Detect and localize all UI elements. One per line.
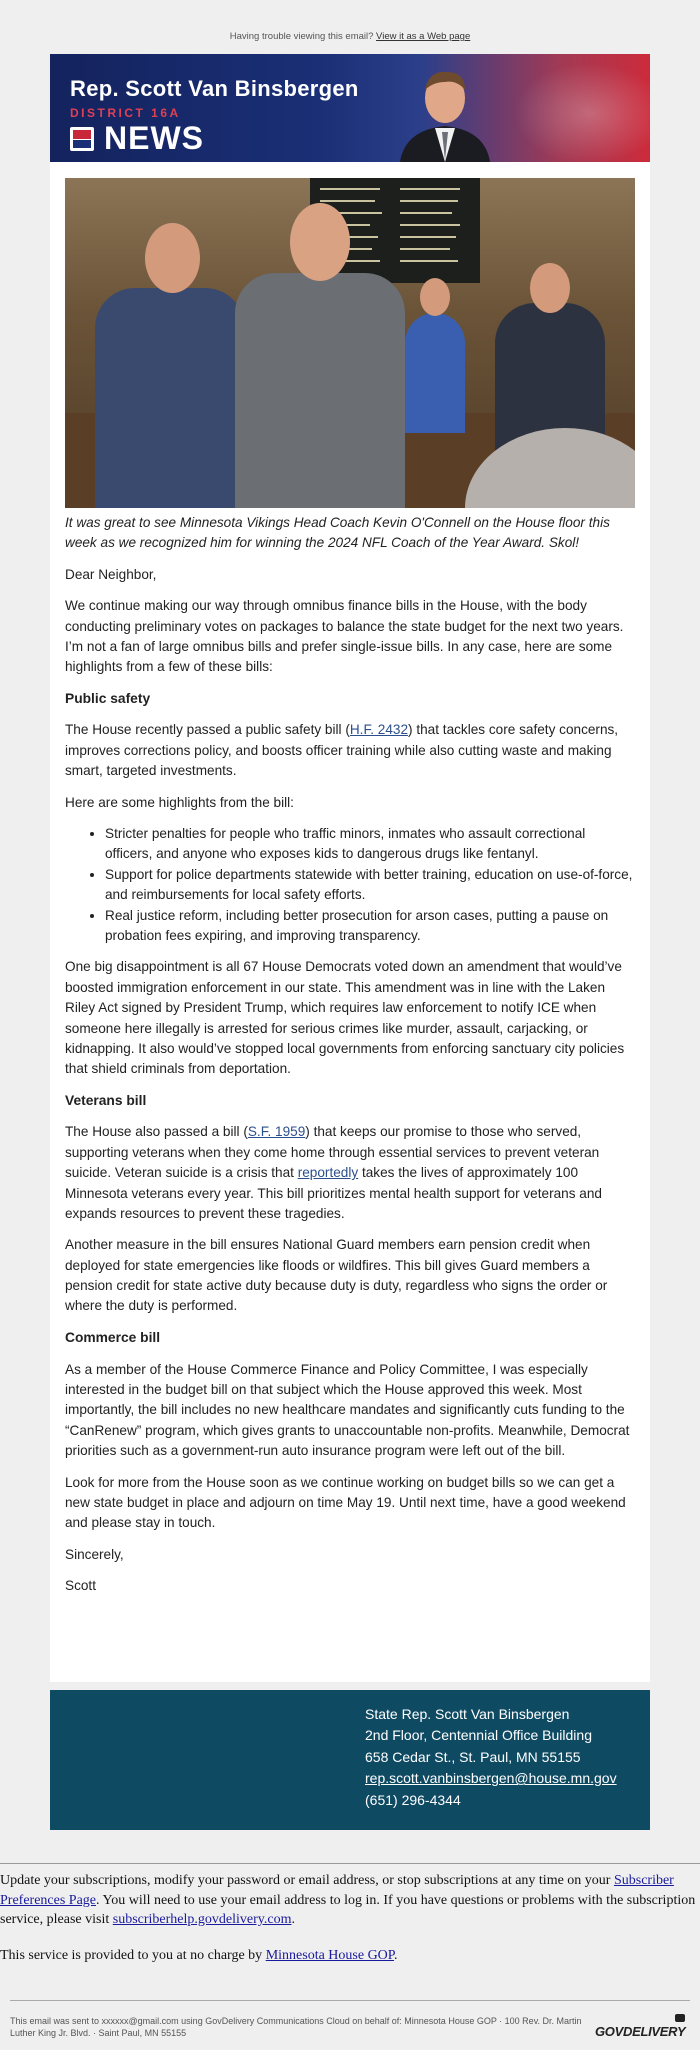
intro-paragraph: We continue making our way through omnibus finance bills in the House, with the body conducting preliminary votes on packages to balance the state budget for the next two years. I’m not a fan of large omnibus bills and prefer single-issue bills. In any case, here are some highlights from a few of these bills:	[65, 598, 624, 675]
article-content	[65, 513, 635, 1607]
hf-2432-link[interactable]: H.F. 2432	[349, 722, 409, 738]
list-item: • Stricter penalties for people who traffic minors, inmates who assault correctional officers, and anyone who exposes kids to dangerous drugs like fentanyl.	[105, 824, 635, 865]
veterans-paragraph: The House also passed a bill (S.F. 1959) that keeps our promise to those who served, supporting veterans when they come home through essential services to prevent veteran suicide. Veteran suicide is a crisis that reportedly takes the lives of approximately 100 Minnesota veterans every year. This bill prioritizes mental health support for veterans and expands resources to prevent these tragedies.	[65, 1124, 602, 1221]
greeting: Dear Neighbor,	[65, 566, 157, 582]
contact-building: 2nd Floor, Centennial Office Building	[365, 1727, 592, 1744]
subscriber-preferences-link[interactable]: Subscriber Preferences Page	[0, 1873, 674, 1908]
list-item: • Support for police departments statewide with better training, education on use-of-force, and reimbursements for local safety efforts.	[105, 865, 635, 906]
contact-email-link[interactable]: rep.scott.vanbinsbergen@house.mn.gov	[365, 1770, 617, 1787]
amendment-paragraph: One big disappointment is all 67 House Democrats voted down an amendment that would’ve boosted immigration enforcement in our state. This amendment was in line with the Laken Riley Act signed by President Trump, which requires law enforcement to notify ICE when someone here illegally is arrested for serious crimes like murder, assault, carjacking, or kidnapping. It also would’ve stopped local governments from enforcing sanctuary city policies that shield criminals from deportation.	[65, 959, 625, 1077]
view-web-page-link[interactable]: View it as a Web page	[376, 31, 471, 42]
commerce-heading: Commerce bill	[65, 1329, 161, 1345]
signature: Scott	[65, 1578, 96, 1594]
govdelivery-logo[interactable]: GOVDELIVERY	[595, 2024, 685, 2039]
subscriber-help-link[interactable]: subscriberhelp.govdelivery.com	[112, 1912, 292, 1928]
view-online-note	[0, 0, 700, 53]
person-left-head	[145, 223, 200, 293]
email-body	[50, 162, 650, 1682]
contact-street: 658 Cedar St., St. Paul, MN 55155	[365, 1748, 581, 1765]
divider	[0, 1863, 700, 1864]
view-online-text: Having trouble viewing this email?	[229, 31, 374, 42]
minnesota-house-gop-link[interactable]: Minnesota House GOP	[265, 1947, 395, 1963]
banner-news: NEWS	[104, 120, 204, 156]
representative-portrait	[395, 60, 495, 162]
person-center-suit	[235, 273, 405, 508]
commerce-paragraph: As a member of the House Commerce Finance and Policy Committee, I was especially interested in the budget bill on that subject which the House approved this week. Most importantly, the bill includes no new healthcare mandates and significantly cuts funding to the “CanRenew” program, which gives grants to unaccountable non-profits. Meanwhile, Democrat priorities such as a government-run auto insurance program were left out of the bill.	[65, 1361, 630, 1459]
subscription-notice	[0, 1871, 700, 1981]
public-safety-heading: Public safety	[65, 690, 151, 706]
sf-1959-link[interactable]: S.F. 1959	[247, 1124, 306, 1140]
capitol-dome-graphic	[500, 54, 650, 162]
banner-district: DISTRICT 16A	[70, 106, 181, 120]
legal-notice: This email was sent to xxxxxx@gmail.com using GovDelivery Communications Cloud on behalf of: Minnesota House GOP · 100 Rev. Dr. Martin Luther King Jr. Blvd. · Saint Paul, MN 55155	[10, 2016, 582, 2039]
public-safety-paragraph: The House recently passed a public safety bill (H.F. 2432) that tackles core safety concerns, improves corrections policy, and boosts officer training while also cutting waste and making smart, targeted investments.	[65, 722, 619, 779]
veterans-heading: Veterans bill	[65, 1092, 147, 1108]
signoff: Sincerely,	[65, 1546, 124, 1562]
contact-footer	[50, 1690, 650, 1830]
closing-paragraph: Look for more from the House soon as we continue working on budget bills so we can get a new state budget in place and adjourn on time May 19. Until next time, have a good weekend and please stay in touch.	[65, 1474, 626, 1531]
vikings-coach-photo	[65, 178, 635, 508]
reportedly-link[interactable]: reportedly	[297, 1165, 359, 1181]
newsletter-banner	[50, 54, 650, 162]
provided-by-paragraph: This service is provided to you at no charge by Minnesota House GOP.	[0, 1947, 398, 1963]
person-blue-head	[420, 278, 450, 316]
contact-phone: (651) 296-4344	[365, 1791, 461, 1808]
list-item: • Real justice reform, including better prosecution for arson cases, putting a pause on probation fees expiring, and improving transparency.	[105, 906, 635, 947]
contact-name: State Rep. Scott Van Binsbergen	[365, 1706, 570, 1722]
banner-name: Rep. Scott Van Binsbergen	[70, 76, 359, 101]
person-right-head	[530, 263, 570, 313]
public-safety-highlights	[65, 824, 635, 946]
person-blue-dress	[405, 313, 465, 433]
highlights-intro: Here are some highlights from the bill:	[65, 794, 294, 810]
subscription-paragraph: Update your subscriptions, modify your password or email address, or stop subscriptions at any time on your Subscriber Preferences Page. You will need to use your email address to log in. If you have questions or problems with the subscription service, please visit subscriberhelp.govdelivery.com.	[0, 1873, 696, 1928]
chat-bubble-icon	[675, 2014, 685, 2022]
contact-address	[365, 1704, 617, 1811]
photo-caption: It was great to see Minnesota Vikings Head Coach Kevin O'Connell on the House floor this week as we recognized him for winning the 2024 NFL Coach of the Year Award. Skol!	[65, 515, 610, 551]
national-guard-paragraph: Another measure in the bill ensures National Guard members earn pension credit when deployed for state emergencies like floods or wildfires. This bill gives Guard members a pension credit for state active duty because duty is duty, regardless who signs the order or where the duty is performed.	[65, 1237, 608, 1314]
house-gop-logo-icon	[70, 127, 94, 151]
divider	[10, 2000, 690, 2001]
person-left-suit	[95, 288, 245, 508]
person-center-head	[290, 203, 350, 281]
